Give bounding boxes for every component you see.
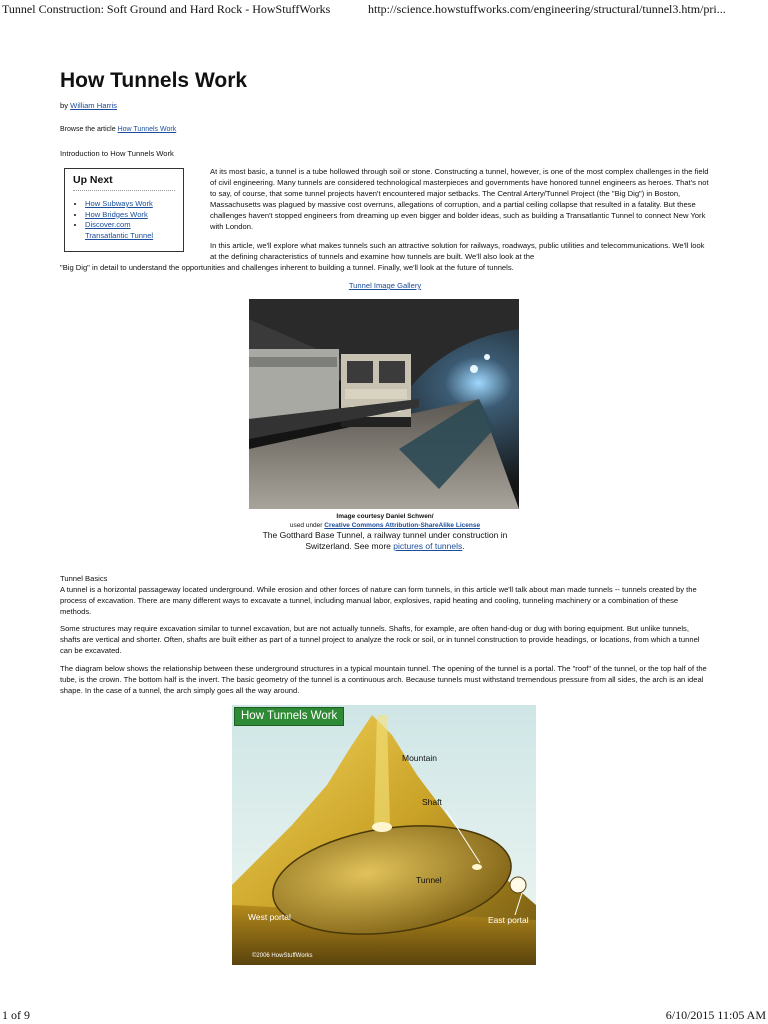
author-link[interactable]: William Harris	[70, 101, 117, 110]
byline	[60, 100, 117, 111]
paragraph-basics: A tunnel is a horizontal passageway located underground. While erosion and other forces of nature can form tunnels, in this article we'll talk about man made tunnels -- tunnels created by the process of excavation. There are many different ways to excavate a tunnel, including manual labor, explosives, rapid heating and cooling, tunneling machinery or a combination of these methods.	[60, 585, 697, 616]
up-next-link-subways[interactable]: How Subways Work	[85, 199, 153, 208]
diagram-label-shaft: Shaft	[422, 797, 442, 807]
up-next-link-bridges[interactable]: How Bridges Work	[85, 209, 148, 219]
up-next-item	[85, 199, 175, 210]
up-next-title: Up Next	[73, 175, 175, 191]
paragraph-intro: At its most basic, a tunnel is a tube hollowed through soil or stone. Constructing a tunnel, however, is one of the most complex challenges in the field of civil engineering. Many tunnels are considered technological masterpieces and governments have honored tunnel engineers as heroes. That's not to say, of course, that some tunnel projects haven't encountered major setbacks. The Central Artery/Tunnel Project (the "Big Dig") in Boston, Massachusetts was plagued by massive cost overruns, allegations of corruption, and a partial ceiling collapse that resulted in a fatality. But these challenges haven't stopped engineers from dreaming up even bigger and bolder ideas, such as building a Transatlantic Tunnel to connect New York with London.	[210, 167, 709, 231]
print-page-count: 1 of 9	[2, 1008, 30, 1022]
tunnel-photo	[249, 299, 519, 509]
browse-line	[60, 124, 176, 135]
intro-label: Introduction to How Tunnels Work	[60, 149, 174, 158]
up-next-box	[64, 168, 184, 252]
photo-credit	[60, 512, 710, 530]
credit-prefix: used under	[289, 522, 323, 529]
up-next-list	[73, 199, 175, 241]
up-next-item	[85, 210, 175, 221]
credit-line-1: Image courtesy Daniel Schwen/	[336, 513, 434, 520]
page-title: How Tunnels Work	[60, 69, 248, 92]
gallery-link-row	[60, 280, 710, 291]
caption-text: The Gotthard Base Tunnel, a railway tunnel under construction in Switzerland. See more	[262, 530, 508, 551]
up-next-item	[85, 220, 175, 241]
credit-line-2	[60, 521, 710, 530]
print-footer	[0, 1008, 768, 1024]
diagram-label-mountain: Mountain	[402, 753, 437, 763]
browse-article-link[interactable]: How Tunnels Work	[117, 126, 177, 133]
by-prefix: by	[60, 101, 69, 110]
diagram-label-west-portal: West portal	[248, 912, 291, 922]
tunnel-image-gallery-link[interactable]: Tunnel Image Gallery	[348, 281, 422, 290]
browse-prefix: Browse the article	[60, 126, 116, 133]
up-next-link-transatlantic[interactable]: Discover.com Transatlantic Tunnel	[85, 220, 154, 240]
caption-wrap	[255, 530, 515, 552]
paragraph-diagram-intro: The diagram below shows the relationship between these underground structures in a typical mountain tunnel. The opening of the tunnel is a portal. The "roof" of the tunnel, or the top half of the tube, is the crown. The bottom half is the invert. The basic geometry of the tunnel is a continuous arch. Because tunnels must withstand tremendous pressure from all sides, the arch is an ideal shape. In the case of a tunnel, the arch simply goes all the way around.	[60, 664, 707, 695]
photo-caption	[60, 530, 710, 552]
paragraph-explore-continued: "Big Dig" in detail to understand the opportunities and challenges inherent to building a tunnel. Finally, we'll look at the future of tunnels.	[60, 263, 514, 272]
print-header	[0, 2, 768, 18]
print-page-title: Tunnel Construction: Soft Ground and Hard Rock - HowStuffWorks	[2, 2, 331, 16]
diagram-copyright: ©2006 HowStuffWorks	[252, 953, 313, 959]
cc-license-link[interactable]: Creative Commons Attribution-ShareAlike License	[324, 522, 481, 529]
print-url: http://science.howstuffworks.com/engineering/structural/tunnel3.htm/pri...	[368, 2, 726, 16]
tunnel-diagram	[232, 705, 536, 965]
diagram-title: How Tunnels Work	[234, 707, 344, 726]
paragraph-shafts: Some structures may require excavation similar to tunnel excavation, but are not actually tunnels. Shafts, for example, are often hand-dug or dug with boring equipment. But unlike tunnels, shafts are vertical and shorter. Often, shafts are built either as part of a tunnel project to analyze the rock or soil, or in tunnel construction to provide headings, or locations, from which a tunnel can be excavated.	[60, 624, 700, 655]
tunnel-basics-label: Tunnel Basics	[60, 574, 108, 583]
tunnel-diagram-image	[232, 705, 536, 965]
diagram-label-east-portal: East portal	[488, 915, 529, 925]
print-timestamp: 6/10/2015 11:05 AM	[665, 1008, 766, 1022]
tunnel-photo-image	[249, 299, 519, 509]
paragraph-explore: In this article, we'll explore what makes tunnels such an attractive solution for railways, roadways, public utilities and telecommunications. We'll look at the defining characteristics of tunnels and examine how tunnels are built. We'll also look at the	[210, 241, 705, 261]
caption-end: .	[462, 541, 465, 551]
diagram-label-tunnel: Tunnel	[416, 875, 442, 885]
pictures-of-tunnels-link[interactable]: pictures of tunnels	[393, 541, 463, 551]
